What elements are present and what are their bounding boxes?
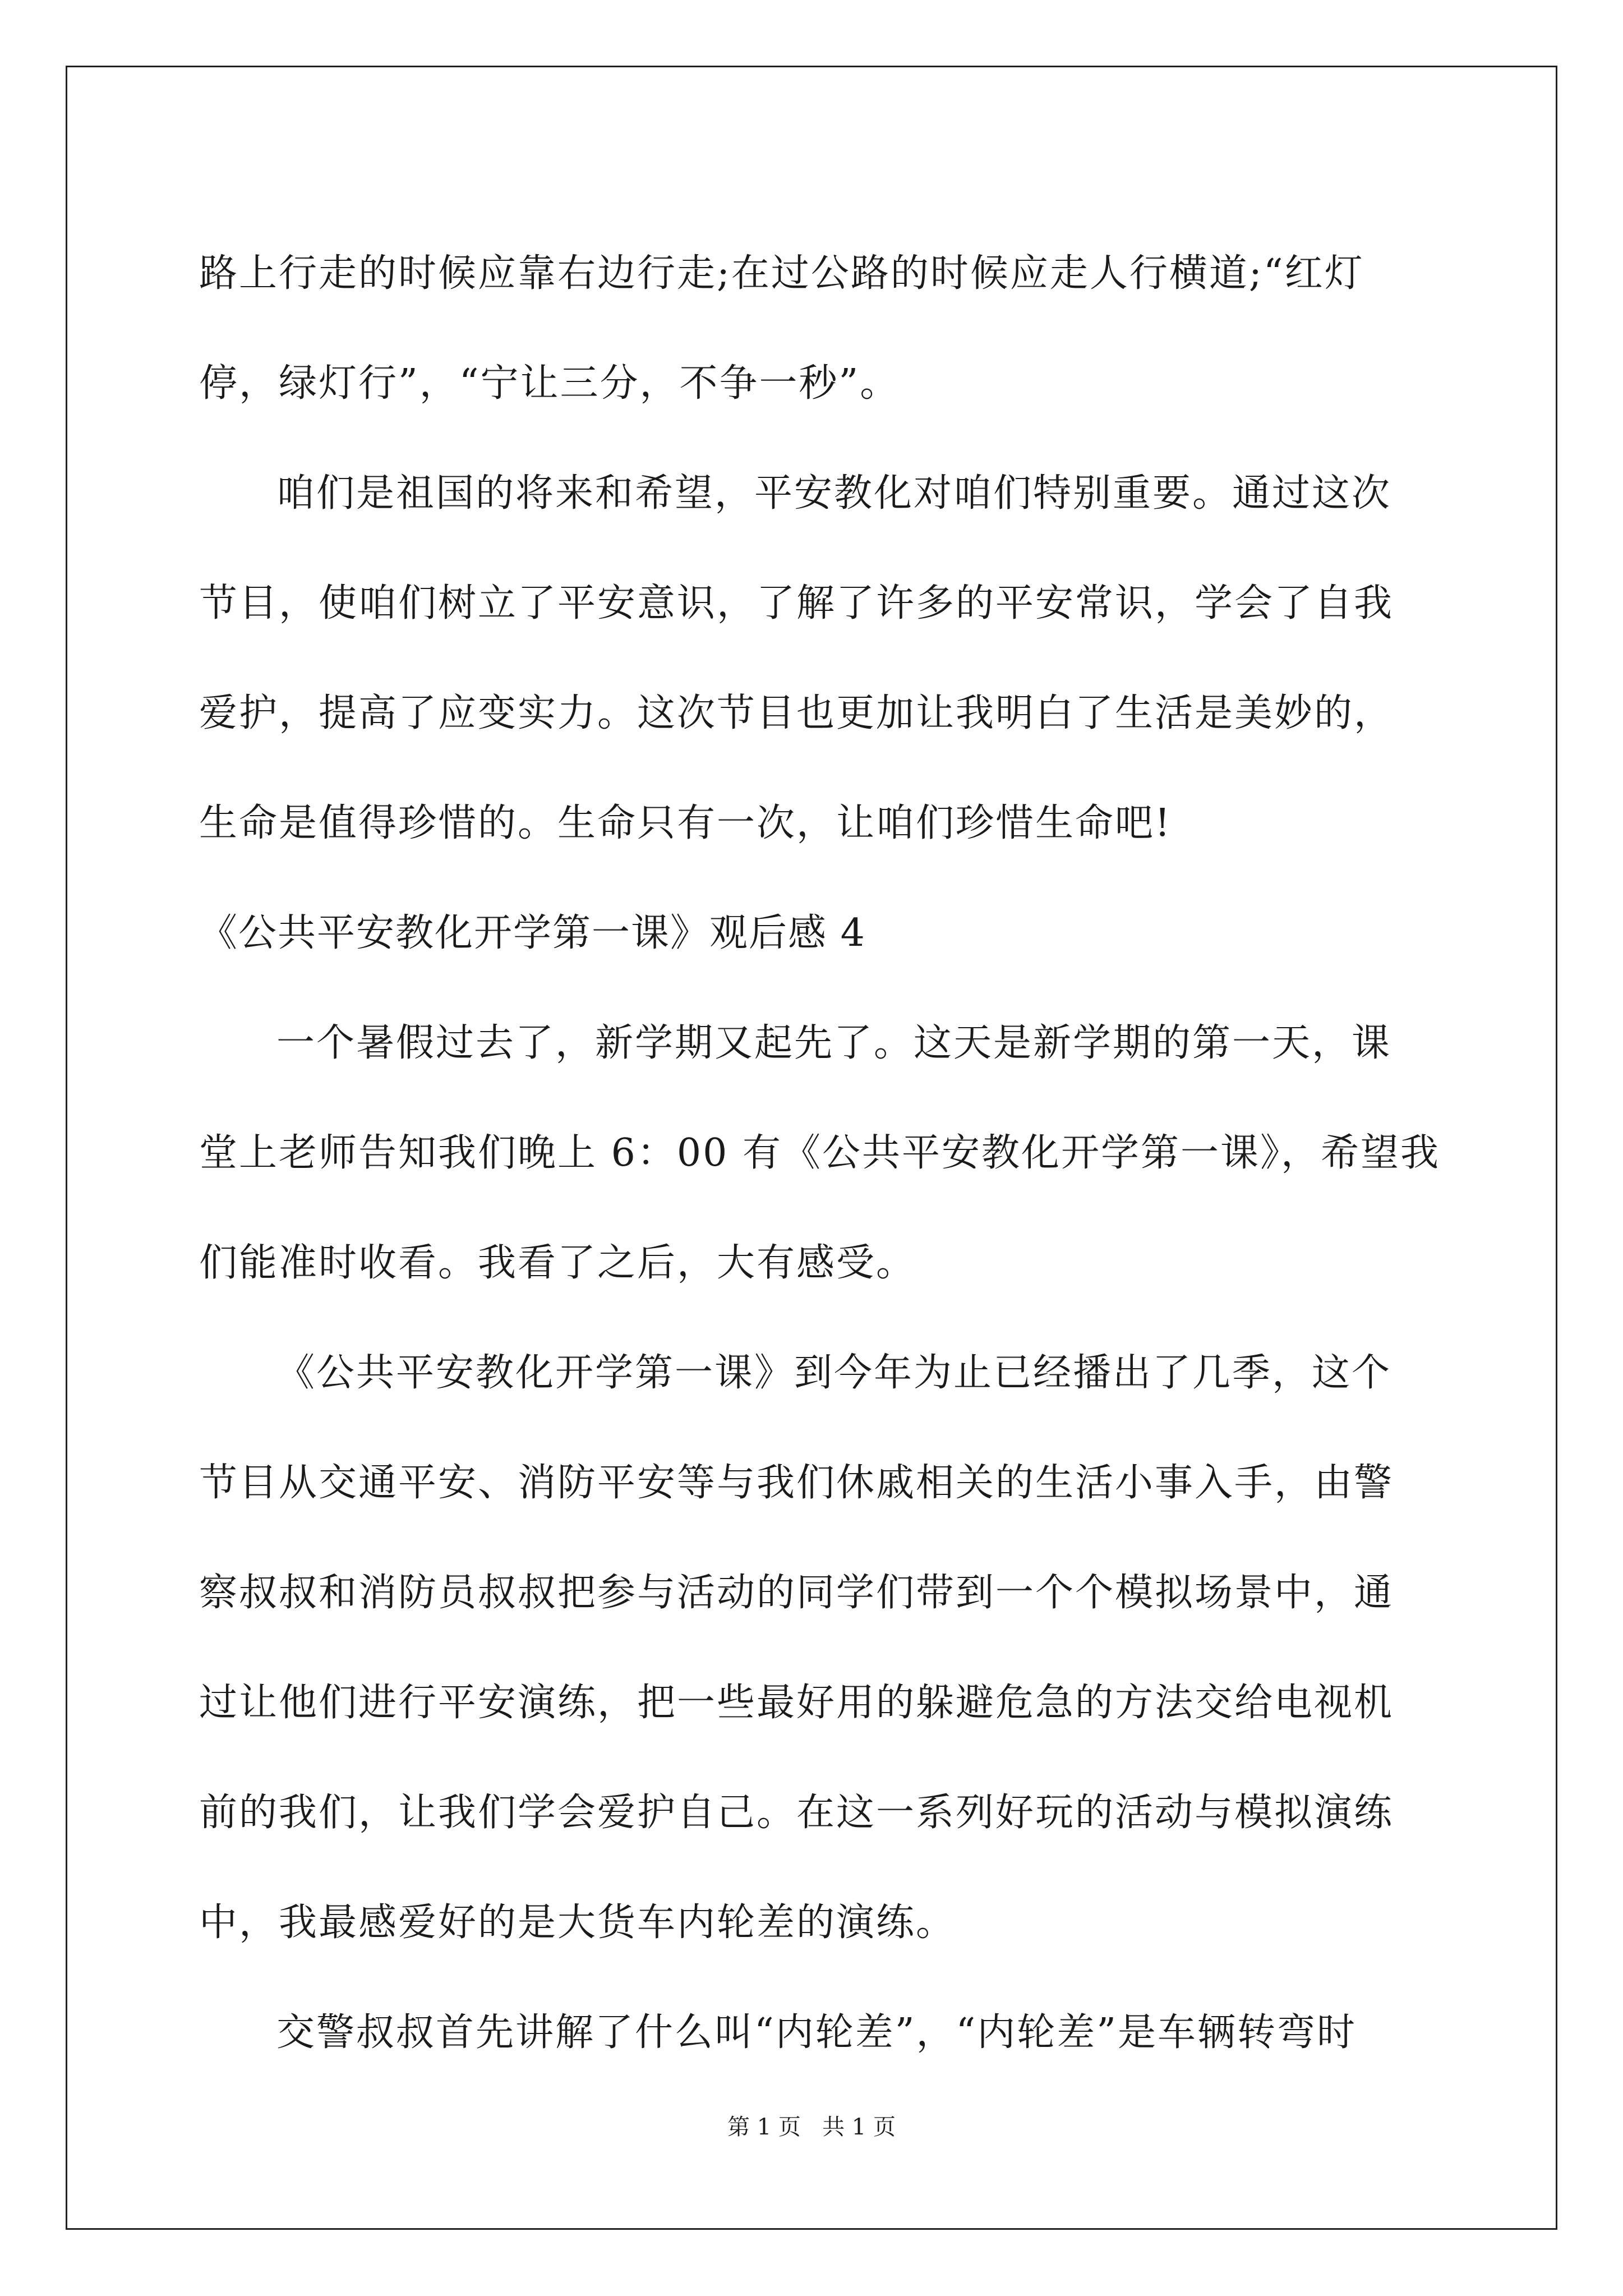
- paragraph-line: 节目从交通平安、消防平安等与我们休戚相关的生活小事入手，由警: [199, 1461, 1394, 1505]
- paragraph-1: [199, 219, 1427, 439]
- paragraph-3: [199, 988, 1441, 1318]
- document-body: [199, 219, 1441, 2088]
- paragraph-4: [199, 1318, 1427, 1978]
- page-footer: 第 1 页 共 1 页: [727, 2114, 896, 2140]
- paragraph-line: 中，我最感爱好的是大货车内轮差的演练。: [199, 1901, 956, 1945]
- paragraph-2: [199, 439, 1427, 878]
- paragraph-line: 堂上老师告知我们晚上 6：00 有《公共平安教化开学第一课》，希望我: [199, 1131, 1441, 1175]
- paragraph-5: [199, 1978, 1427, 2088]
- paragraph-line: 停，绿灯行”，“宁让三分，不争一秒”。: [199, 361, 900, 406]
- paragraph-line: 们能准时收看。我看了之后，大有感受。: [199, 1241, 916, 1285]
- paragraph-line: 前的我们，让我们学会爱护自己。在这一系列好玩的活动与模拟演练: [199, 1791, 1394, 1835]
- paragraph-line: 路上行走的时候应靠右边行走;在过公路的时候应走人行横道;“红灯: [199, 251, 1364, 296]
- paragraph-line: 交警叔叔首先讲解了什么叫“内轮差”，“内轮差”是车辆转弯时: [276, 2010, 1357, 2055]
- paragraph-line: 一个暑假过去了，新学期又起先了。这天是新学期的第一天，课: [276, 1021, 1392, 1065]
- section-heading: 《公共平安教化开学第一课》观后感 4: [199, 911, 866, 955]
- paragraph-line: 咱们是祖国的将来和希望，平安教化对咱们特别重要。通过这次: [276, 471, 1392, 516]
- paragraph-line: 爱护，提高了应变实力。这次节目也更加让我明白了生活是美妙的，: [199, 691, 1394, 735]
- paragraph-line: 节目，使咱们树立了平安意识，了解了许多的平安常识，学会了自我: [199, 581, 1394, 625]
- paragraph-line: 《公共平安教化开学第一课》到今年为止已经播出了几季，这个: [276, 1351, 1392, 1395]
- paragraph-line: 过让他们进行平安演练，把一些最好用的躲避危急的方法交给电视机: [199, 1681, 1394, 1725]
- paragraph-line: 生命是值得珍惜的。生命只有一次，让咱们珍惜生命吧!: [199, 801, 1172, 845]
- paragraph-line: 察叔叔和消防员叔叔把参与活动的同学们带到一个个模拟场景中，通: [199, 1571, 1394, 1615]
